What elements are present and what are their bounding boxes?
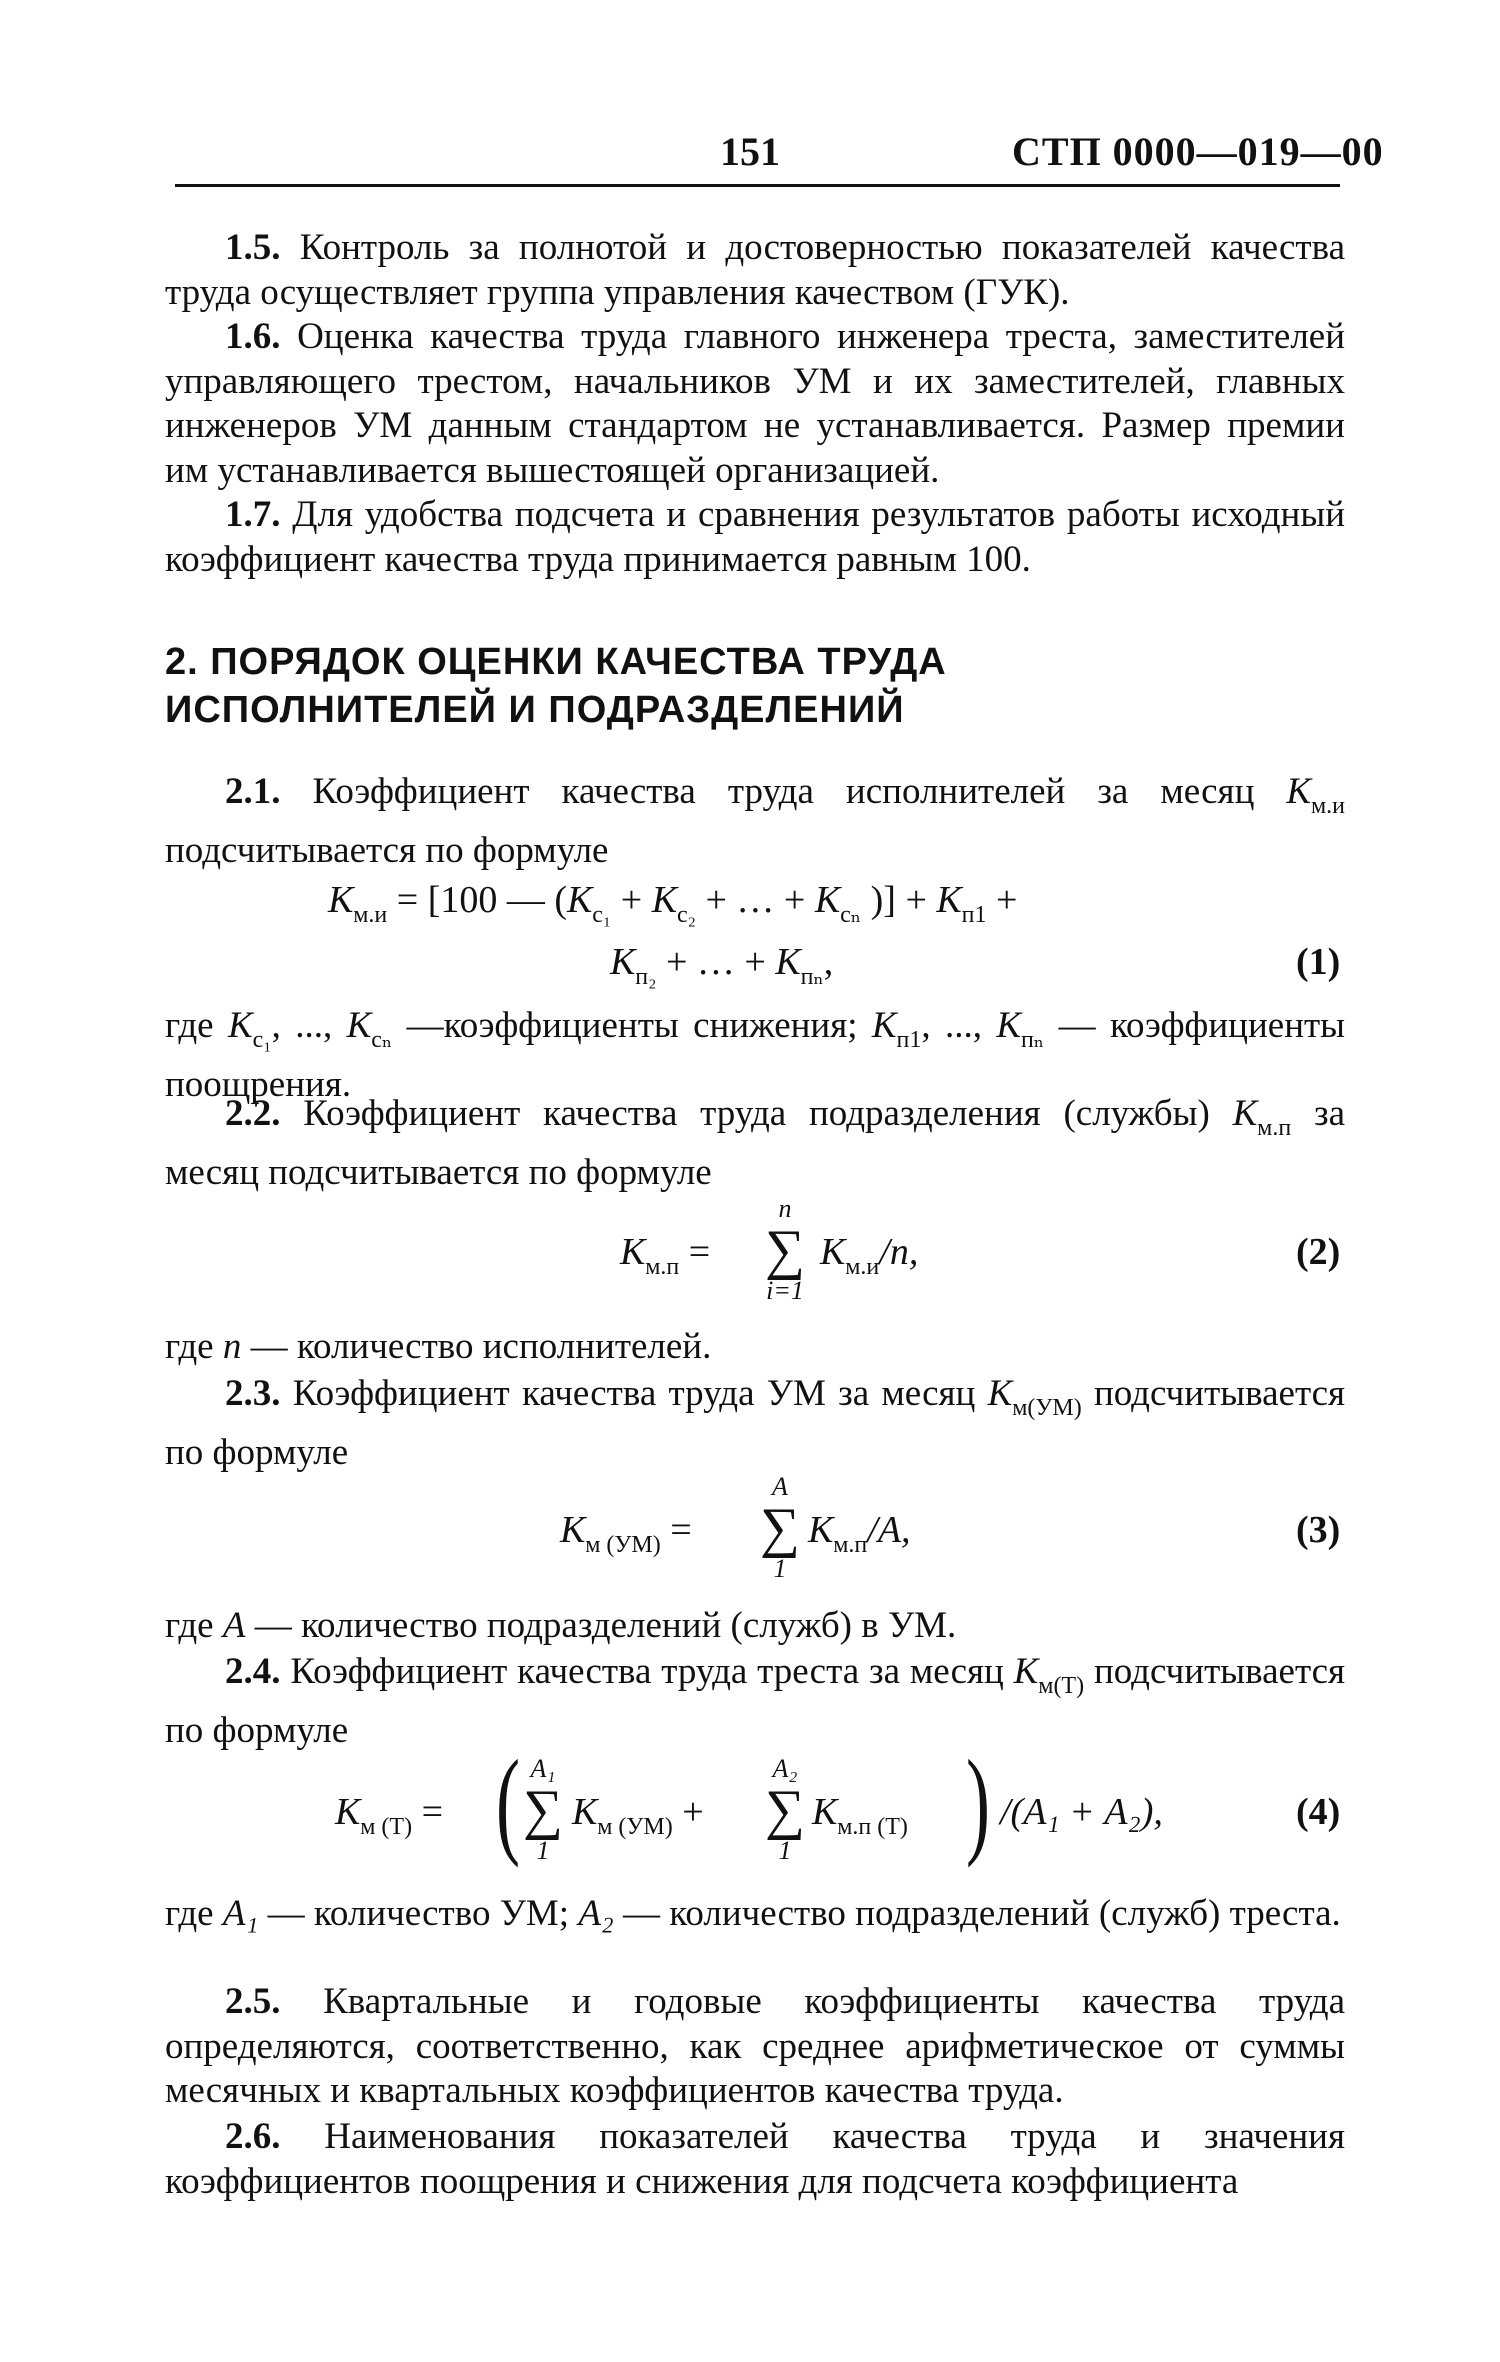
variable-sub: м.п <box>1257 1115 1292 1141</box>
formula-1-k: К <box>814 879 841 921</box>
formula-2-term <box>820 1230 918 1281</box>
formula-3-lhs-sub: м (УМ) <box>585 1532 661 1558</box>
formula-1-k: К <box>610 941 636 983</box>
equation-number-2: (2) <box>1296 1231 1341 1273</box>
formula-3-lhs: К <box>560 1509 586 1551</box>
explanation-text: — количество подразделений (служб) в УМ. <box>254 1605 957 1646</box>
reduction-text: —коэффициенты снижения; <box>406 1005 858 1046</box>
formula-3-k: К <box>808 1509 834 1551</box>
paragraph-number: 2.4. <box>225 1651 281 1692</box>
formula-4-denominator: /(А₁ + А₂), <box>1000 1791 1163 1833</box>
variable-sub: м(УМ) <box>1012 1395 1082 1421</box>
paragraph-1-7 <box>165 493 1345 582</box>
paragraph-2-4 <box>165 1650 1345 1753</box>
formula-2-lhs: К <box>620 1231 646 1273</box>
variable-k: К <box>227 1005 253 1046</box>
paragraph-text: Оценка качества труда главного инженера треста, заместителей управляющего трестом, начальников УМ и их заместителей, главных инженеров УМ данным стандартом не устанавливается. Размер премии им устанавливается вышестоящей организацией. <box>165 316 1346 491</box>
formula-2 <box>620 1230 710 1281</box>
formula-1-plus: + <box>611 879 652 921</box>
formula-4-explanation <box>165 1892 1345 1937</box>
formula-2-explanation <box>165 1325 1345 1370</box>
sum-upper-limit: А <box>772 1472 788 1501</box>
paragraph-text: Контроль за полнотой и достоверностью показателей качества труда осуществляет группа управления качеством (ГУК). <box>165 227 1345 313</box>
paragraph-2-5 <box>165 1980 1345 2114</box>
sum-lower-limit: 1 <box>778 1836 792 1865</box>
formula-1-pn: пₙ <box>800 964 824 990</box>
var-sub-c1: c₁ <box>252 1027 272 1053</box>
formula-4-open-paren: ( <box>495 1735 520 1868</box>
formula-4-term-2-sub: м.п (Т) <box>837 1814 908 1840</box>
variable-k: К <box>346 1005 372 1046</box>
page-number: 151 <box>720 129 780 174</box>
formula-4-lhs: К <box>335 1791 361 1833</box>
formula-1-dots: + … + <box>656 941 776 983</box>
paragraph-text: Для удобства подсчета и сравнения результатов работы исходный коэффициент качества труда принимается равным 100. <box>165 494 1345 580</box>
paragraph-text-b: подсчитывается по формуле <box>165 1373 1346 1473</box>
formula-4-k: К <box>572 1791 598 1833</box>
equation-number-4: (4) <box>1296 1791 1341 1833</box>
where-word: где <box>165 1326 214 1367</box>
variable-k: К <box>987 1373 1013 1414</box>
formula-1-eq: = [100 — ( <box>387 879 568 921</box>
formula-4-lhs-sub: м (Т) <box>360 1814 413 1840</box>
where-word: где <box>165 1005 214 1046</box>
formula-1-tail: , <box>823 941 834 983</box>
paragraph-2-1 <box>165 770 1345 873</box>
formula-4-term-2 <box>812 1790 908 1841</box>
formula-3-eq: = <box>660 1509 692 1551</box>
paragraph-text-b: подсчитывается по формуле <box>165 829 609 871</box>
paragraph-text-a: Коэффициент качества труда УМ за месяц <box>292 1373 976 1414</box>
paragraph-number: 2.1. <box>225 771 281 812</box>
var-sub-pn: пₙ <box>1020 1027 1045 1053</box>
formula-1-c2: c₂ <box>676 902 696 928</box>
formula-2-term-sub: м.и <box>845 1254 880 1280</box>
sum-upper-limit: n <box>778 1194 792 1223</box>
var-sub-cn: cₙ <box>371 1027 393 1053</box>
variable-n: n <box>222 1326 242 1367</box>
section-heading-line-1: 2. ПОРЯДОК ОЦЕНКИ КАЧЕСТВА ТРУДА <box>165 641 947 683</box>
var-sub-p1: п1 <box>896 1027 922 1053</box>
equation-number-3: (3) <box>1296 1509 1341 1551</box>
formula-2-sum <box>755 1196 815 1304</box>
formula-2-k: К <box>820 1231 846 1273</box>
paragraph-text-b: подсчитывается по формуле <box>165 1651 1346 1751</box>
formula-4-eq: = <box>412 1791 444 1833</box>
formula-4-k: К <box>812 1791 838 1833</box>
variable-a: А <box>222 1605 246 1646</box>
document-code: СТП 0000—019—00 <box>1012 129 1384 174</box>
formula-1-p2: п₂ <box>635 964 657 990</box>
separator: , ..., <box>921 1005 997 1046</box>
sum-upper-limit: А₂ <box>772 1754 798 1783</box>
paragraph-number: 2.6. <box>225 2116 281 2157</box>
paragraph-1-5 <box>165 226 1345 315</box>
formula-1-c1: c₁ <box>592 902 612 928</box>
equation-number-1: (1) <box>1296 941 1341 983</box>
formula-1-line-2 <box>610 940 833 991</box>
formula-4-term-1-sub: м (УМ) <box>597 1814 673 1840</box>
sum-upper-limit: А₁ <box>530 1754 556 1783</box>
formula-2-eq: = <box>679 1231 711 1273</box>
sum-sign: ∑ <box>523 1779 563 1841</box>
sum-sign: ∑ <box>765 1779 805 1841</box>
paragraph-number: 1.5. <box>225 227 281 268</box>
section-heading-line-2: ИСПОЛНИТЕЛЕЙ И ПОДРАЗДЕЛЕНИЙ <box>165 689 905 731</box>
variable-k: К <box>871 1005 897 1046</box>
sum-lower-limit: 1 <box>536 1836 550 1865</box>
formula-4-plus: + <box>672 1791 704 1833</box>
formula-1-dots: + … + <box>695 879 815 921</box>
variable-sub: м(Т) <box>1038 1673 1085 1699</box>
section-heading <box>165 638 1265 734</box>
formula-1-p1: п1 <box>961 902 987 928</box>
formula-3 <box>560 1508 692 1559</box>
formula-1-k: К <box>567 879 593 921</box>
formula-3-explanation <box>165 1604 1345 1649</box>
formula-2-lhs-sub: м.п <box>645 1254 680 1280</box>
formula-1-close: )] + <box>861 879 937 921</box>
paragraph-number: 2.3. <box>225 1373 281 1414</box>
formula-3-term-sub: м.п <box>833 1532 868 1558</box>
sum-sign: ∑ <box>765 1219 805 1281</box>
paragraph-number: 2.2. <box>225 1093 281 1134</box>
variable-a2: А₂ <box>578 1893 614 1934</box>
formula-4-tail <box>1000 1790 1163 1834</box>
formula-3-div: /А, <box>867 1509 911 1551</box>
formula-4-lhs-group <box>335 1790 443 1841</box>
paragraph-text-a: Коэффициент качества труда исполнителей за месяц <box>312 771 1255 812</box>
incentive-text: — коэффициенты поощрения. <box>165 1005 1346 1105</box>
variable-k: К <box>996 1005 1021 1046</box>
paragraph-number: 2.5. <box>225 1981 281 2022</box>
paragraph-2-2 <box>165 1092 1345 1195</box>
formula-1-plus: + <box>986 879 1018 921</box>
sum-lower-limit: 1 <box>773 1554 787 1583</box>
paragraph-text-a: Коэффициент качества труда подразделения (службы) <box>303 1093 1210 1134</box>
variable-k: К <box>1013 1651 1039 1692</box>
variable-a1: А₁ <box>222 1893 259 1934</box>
formula-1-lhs-sub: м.и <box>353 902 388 928</box>
formula-1-k: К <box>775 941 801 983</box>
paragraph-text-a: Коэффициент качества труда треста за месяц <box>290 1651 1004 1692</box>
formula-4-sum-1 <box>518 1756 568 1864</box>
sum-sign: ∑ <box>760 1497 800 1559</box>
formula-4-sum-2 <box>760 1756 810 1864</box>
explanation-text-a1: — количество УМ; <box>267 1893 570 1934</box>
formula-1-k: К <box>651 879 677 921</box>
header-rule <box>175 184 1340 187</box>
explanation-text-a2: — количество подразделений (служб) треста. <box>623 1893 1341 1934</box>
paragraph-text: Наименования показателей качества труда и значения коэффициентов поощрения и снижения для подсчета коэффициента <box>165 2116 1345 2202</box>
paragraph-2-3 <box>165 1372 1345 1475</box>
formula-1-line-1 <box>328 878 1017 929</box>
paragraph-number: 1.7. <box>225 494 281 535</box>
sum-lower-limit: i=1 <box>766 1276 804 1305</box>
where-word: где <box>165 1893 214 1934</box>
where-word: где <box>165 1605 214 1646</box>
variable-sub: м.и <box>1310 793 1346 819</box>
formula-2-div: /n, <box>879 1231 919 1273</box>
paragraph-number: 1.6. <box>225 316 281 357</box>
separator: , ..., <box>271 1005 347 1046</box>
formula-4-close-paren: ) <box>965 1735 990 1868</box>
variable-k: К <box>1286 771 1311 812</box>
paragraph-1-6 <box>165 315 1345 493</box>
formula-1-k: К <box>936 879 962 921</box>
paragraph-2-6 <box>165 2115 1345 2204</box>
formula-1-cn: cₙ <box>840 902 862 928</box>
formula-3-term <box>808 1508 911 1559</box>
paragraph-text-b: за месяц подсчитывается по формуле <box>165 1093 1346 1193</box>
formula-1-lhs: К <box>328 879 354 921</box>
paragraph-text: Квартальные и годовые коэффициенты качества труда определяются, соответственно, как среднее арифметическое от суммы месячных и квартальных коэффициентов качества труда. <box>165 1981 1346 2111</box>
formula-4-term-1 <box>572 1790 704 1841</box>
explanation-text: — количество исполнителей. <box>250 1326 712 1367</box>
formula-3-sum <box>755 1474 805 1582</box>
variable-k: К <box>1232 1093 1258 1134</box>
